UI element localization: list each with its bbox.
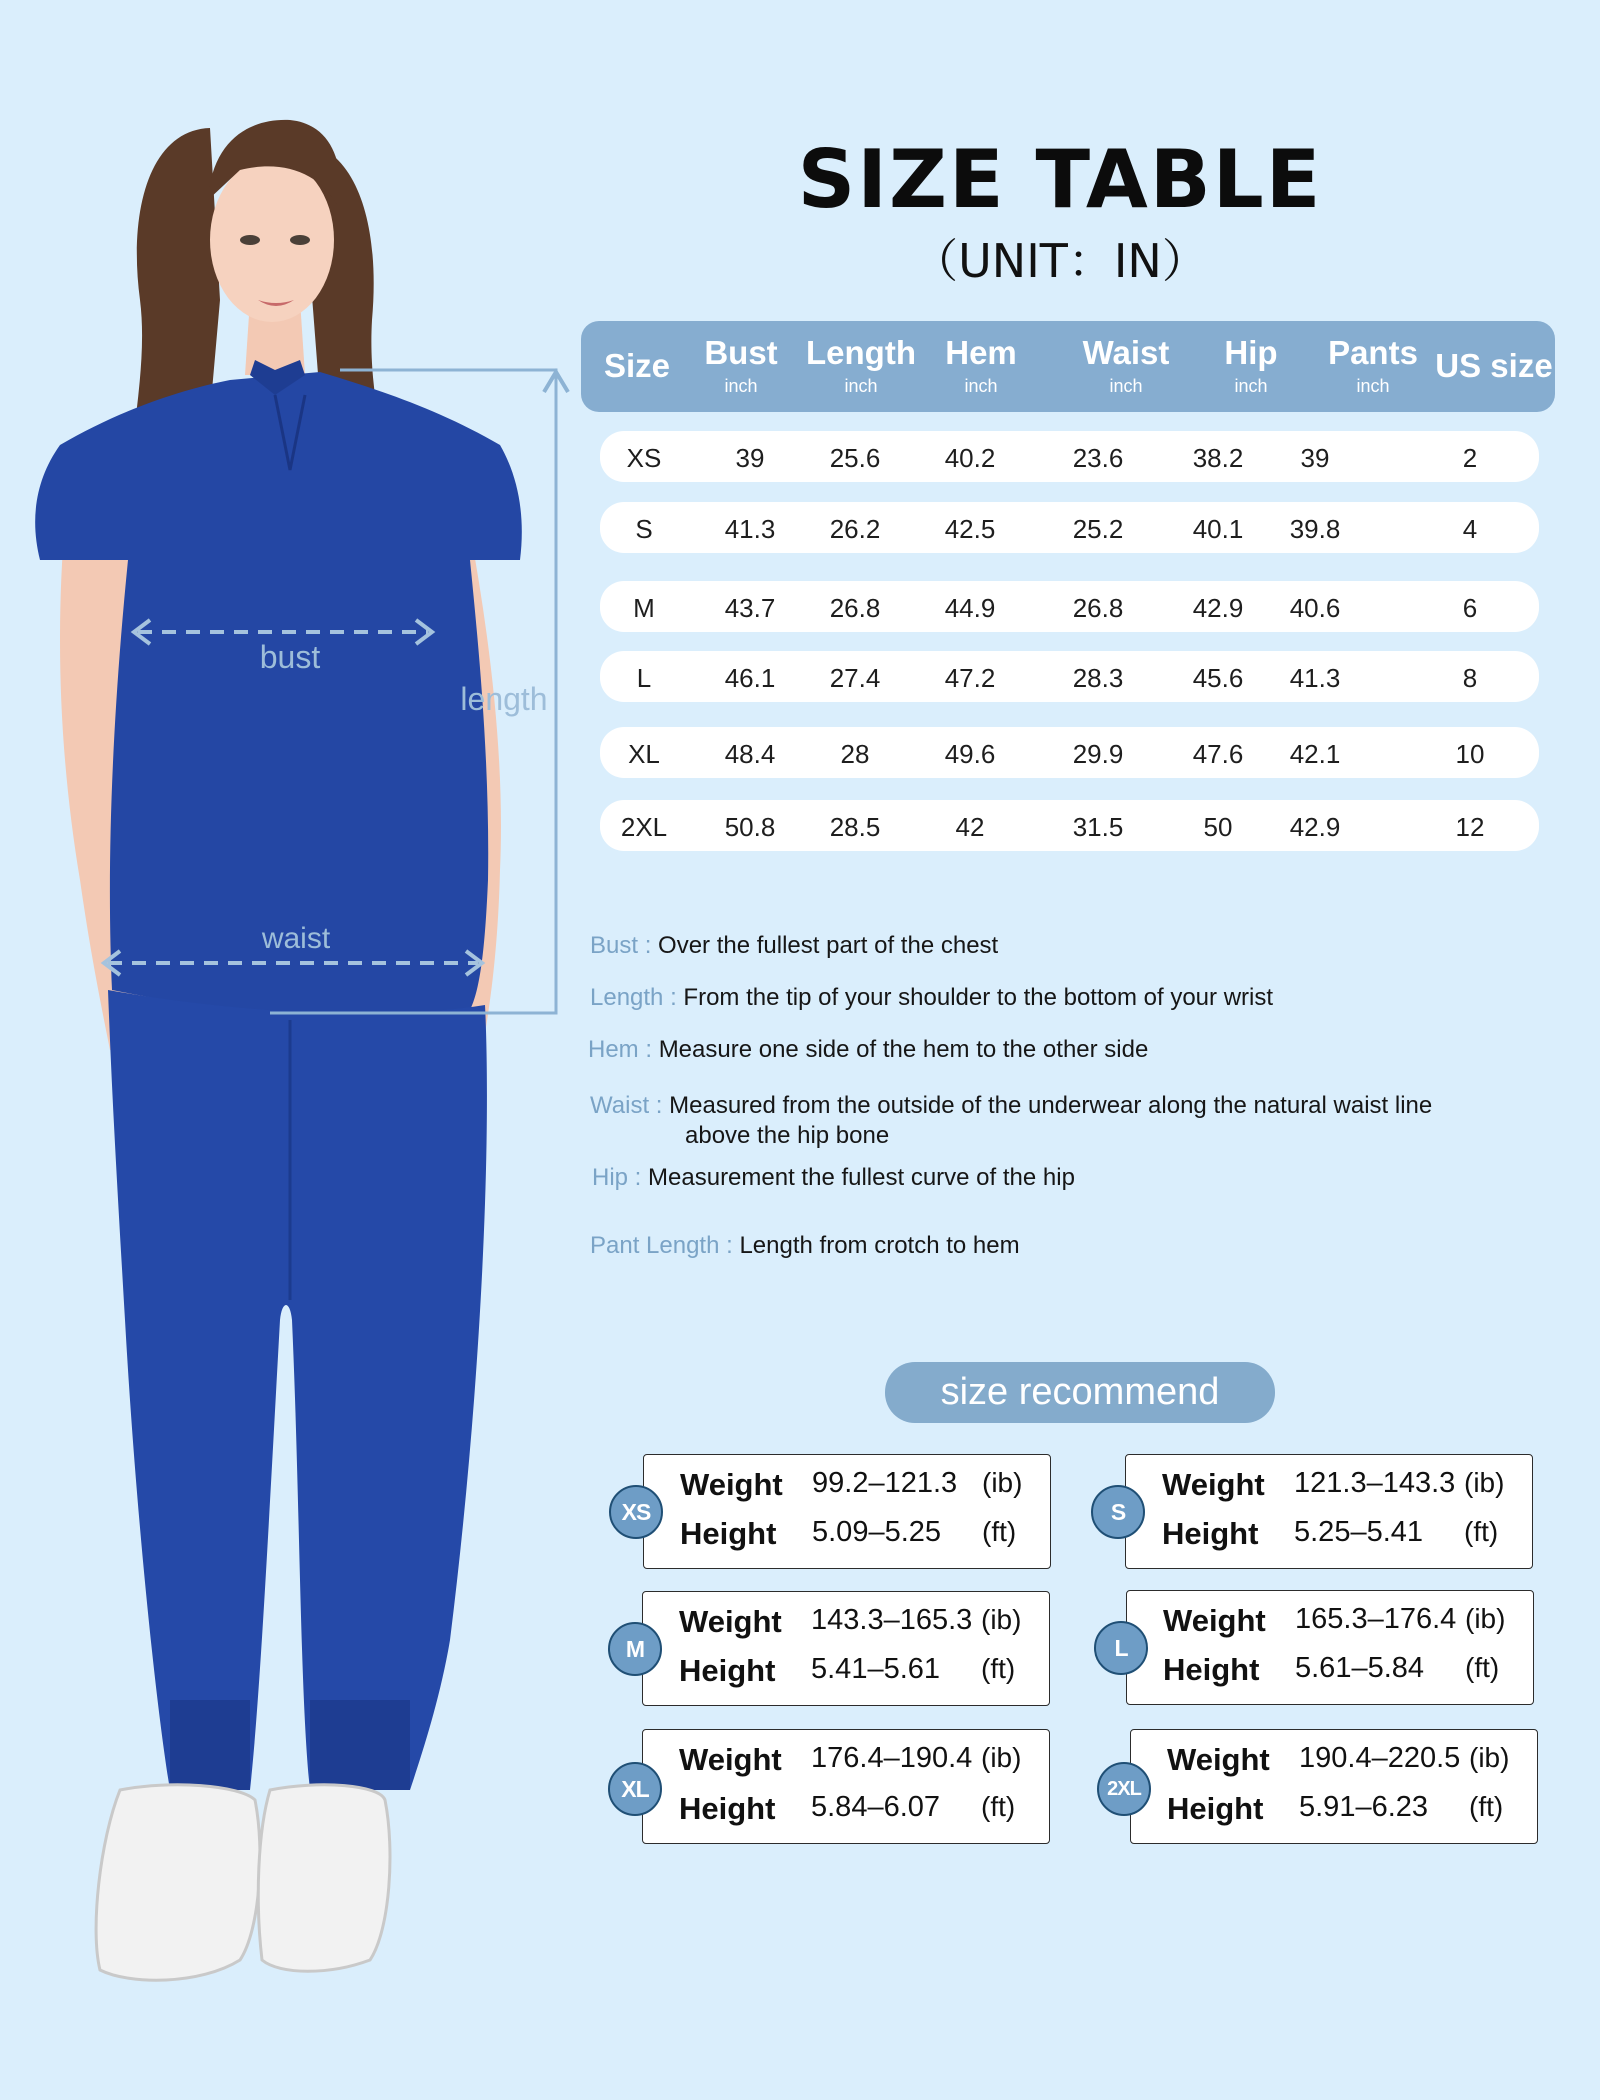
height-range: 5.41–5.61 — [811, 1653, 941, 1685]
table-cell: 10 — [1455, 739, 1485, 769]
column-unit: inch — [724, 376, 758, 397]
height-unit: (ft) — [1465, 1652, 1500, 1683]
size-badge-s: S — [1091, 1485, 1145, 1539]
table-cell: S — [635, 514, 653, 544]
height-label: Height — [1162, 1516, 1259, 1551]
column-header-waist — [1061, 321, 1191, 412]
table-cell: 42.9 — [1192, 593, 1244, 623]
table-cell: 46.1 — [724, 663, 776, 693]
description-hip — [592, 1163, 1075, 1193]
description-hem — [588, 1035, 1148, 1065]
weight-unit: (ib) — [1465, 1603, 1506, 1634]
table-cell: 44.9 — [944, 593, 996, 623]
column-label: Length — [806, 334, 916, 371]
page-title: SIZE TABLE — [797, 133, 1323, 226]
table-cell: 27.4 — [829, 663, 881, 693]
weight-unit: (ib) — [1464, 1467, 1505, 1498]
description-text: Over the fullest part of the chest — [658, 932, 999, 959]
weight-label: Weight — [1167, 1742, 1270, 1777]
table-cell: 47.2 — [944, 663, 996, 693]
weight-range: 99.2–121.3 — [812, 1467, 958, 1499]
table-cell: 4 — [1462, 514, 1478, 544]
column-header-hem — [926, 321, 1036, 412]
weight-label: Weight — [1162, 1467, 1265, 1502]
column-header-length — [796, 321, 926, 412]
height-unit: (ft) — [981, 1653, 1016, 1684]
table-row — [600, 651, 1539, 702]
column-unit: inch — [964, 376, 998, 397]
description-key: Waist : — [590, 1092, 663, 1119]
height-range: 5.61–5.84 — [1295, 1652, 1425, 1684]
height-label: Height — [679, 1791, 776, 1826]
weight-unit: (ib) — [982, 1467, 1023, 1498]
size-badge-xs: XS — [609, 1485, 663, 1539]
description-text: Measure one side of the hem to the other side — [658, 1036, 1149, 1063]
table-row — [600, 727, 1539, 778]
table-cell: 49.6 — [944, 739, 996, 769]
table-cell: L — [636, 663, 652, 693]
size-badge-l: L — [1094, 1621, 1148, 1675]
table-cell: 43.7 — [724, 593, 776, 623]
column-label: Hem — [945, 334, 1017, 371]
height-unit: (ft) — [981, 1791, 1016, 1822]
table-row — [600, 581, 1539, 632]
table-cell: 2 — [1462, 443, 1478, 473]
table-cell: 25.6 — [829, 443, 881, 473]
table-cell: 28.3 — [1072, 663, 1124, 693]
weight-label: Weight — [679, 1742, 782, 1777]
weight-label: Weight — [680, 1467, 783, 1502]
recommend-card-s — [1125, 1454, 1533, 1569]
table-cell: 26.8 — [1072, 593, 1124, 623]
column-unit: inch — [844, 376, 878, 397]
column-label: Waist — [1082, 334, 1170, 371]
column-label: Bust — [704, 334, 778, 371]
table-cell: 40.1 — [1192, 514, 1244, 544]
recommend-card-xl — [642, 1729, 1050, 1844]
weight-range: 121.3–143.3 — [1294, 1467, 1456, 1499]
waist-label: waist — [261, 922, 331, 955]
table-row — [600, 431, 1539, 482]
table-cell: 39 — [735, 443, 765, 473]
column-unit: inch — [1234, 376, 1268, 397]
size-badge-m: M — [608, 1622, 662, 1676]
recommend-card-l — [1126, 1590, 1534, 1705]
table-cell: 6 — [1462, 593, 1478, 623]
description-key: Pant Length : — [590, 1232, 733, 1259]
description-continuation: above the hip bone — [685, 1122, 890, 1149]
column-header-size — [587, 321, 687, 412]
weight-range: 165.3–176.4 — [1295, 1603, 1457, 1635]
column-unit: inch — [1109, 376, 1143, 397]
description-text: From the tip of your shoulder to the bottom of your wrist — [683, 984, 1274, 1011]
bust-label: bust — [259, 639, 321, 675]
height-range: 5.09–5.25 — [812, 1516, 942, 1548]
weight-range: 190.4–220.5 — [1299, 1742, 1461, 1774]
size-recommend-title: size recommend — [885, 1362, 1275, 1423]
height-label: Height — [680, 1516, 777, 1551]
height-unit: (ft) — [1464, 1516, 1499, 1547]
table-cell: 25.2 — [1072, 514, 1124, 544]
recommend-card-m — [642, 1591, 1050, 1706]
table-cell: 48.4 — [724, 739, 776, 769]
weight-unit: (ib) — [981, 1604, 1022, 1635]
table-cell: 40.2 — [944, 443, 996, 473]
table-cell: 38.2 — [1192, 443, 1244, 473]
description-key: Hem : — [588, 1036, 653, 1063]
height-label: Height — [1163, 1652, 1260, 1687]
height-range: 5.84–6.07 — [811, 1791, 941, 1823]
recommend-card-xs — [643, 1454, 1051, 1569]
column-header-us-size — [1429, 321, 1559, 412]
description-length — [590, 983, 1273, 1013]
weight-label: Weight — [679, 1604, 782, 1639]
size-badge-xl: XL — [608, 1762, 662, 1816]
height-range: 5.25–5.41 — [1294, 1516, 1424, 1548]
table-cell: M — [633, 593, 655, 623]
column-label: Pants — [1328, 334, 1418, 371]
table-cell: 8 — [1462, 663, 1478, 693]
size-badge-2xl: 2XL — [1097, 1762, 1151, 1816]
height-range: 5.91–6.23 — [1299, 1791, 1429, 1823]
description-bust — [590, 931, 998, 961]
table-cell: 41.3 — [724, 514, 776, 544]
table-cell: 26.2 — [829, 514, 881, 544]
table-cell: 40.6 — [1289, 593, 1341, 623]
size-table-header — [581, 321, 1555, 412]
table-cell: 50 — [1203, 812, 1233, 842]
table-cell: 50.8 — [724, 812, 776, 842]
table-cell: 12 — [1455, 812, 1485, 842]
weight-range: 176.4–190.4 — [811, 1742, 973, 1774]
height-unit: (ft) — [982, 1516, 1017, 1547]
table-cell: XS — [626, 443, 662, 473]
table-cell: 23.6 — [1072, 443, 1124, 473]
table-cell: 39.8 — [1289, 514, 1341, 544]
description-text: Measurement the fullest curve of the hip — [648, 1164, 1075, 1191]
model-figure — [0, 0, 580, 2100]
table-cell: 28.5 — [829, 812, 881, 842]
height-label: Height — [1167, 1791, 1264, 1826]
column-label: Size — [603, 347, 671, 384]
table-cell: 42.1 — [1289, 739, 1341, 769]
table-row — [600, 800, 1539, 851]
table-row — [600, 502, 1539, 553]
column-unit: inch — [1356, 376, 1390, 397]
table-cell: 29.9 — [1072, 739, 1124, 769]
length-label: length — [460, 681, 548, 717]
column-header-pants — [1308, 321, 1438, 412]
description-pant-length — [590, 1231, 1020, 1261]
unit-subtitle: （UNIT：IN） — [912, 234, 1208, 288]
column-header-hip — [1201, 321, 1301, 412]
column-header-bust — [686, 321, 796, 412]
table-cell: 45.6 — [1192, 663, 1244, 693]
column-label: Hip — [1224, 334, 1278, 371]
height-label: Height — [679, 1653, 776, 1688]
description-key: Bust : — [590, 932, 652, 959]
table-cell: 47.6 — [1192, 739, 1244, 769]
table-cell: 42 — [955, 812, 985, 842]
description-text: Length from crotch to hem — [739, 1232, 1020, 1259]
weight-label: Weight — [1163, 1603, 1266, 1638]
weight-range: 143.3–165.3 — [811, 1604, 973, 1636]
table-cell: 41.3 — [1289, 663, 1341, 693]
weight-unit: (ib) — [981, 1742, 1022, 1773]
table-cell: 26.8 — [829, 593, 881, 623]
table-cell: 42.9 — [1289, 812, 1341, 842]
table-cell: XL — [628, 739, 660, 769]
table-cell: 28 — [840, 739, 870, 769]
table-cell: 42.5 — [944, 514, 996, 544]
weight-unit: (ib) — [1469, 1742, 1510, 1773]
height-unit: (ft) — [1469, 1791, 1504, 1822]
description-waist — [590, 1091, 1550, 1151]
description-text: Measured from the outside of the underwear along the natural waist line — [669, 1092, 1433, 1119]
description-key: Length : — [590, 984, 677, 1011]
column-label: US size — [1435, 347, 1553, 384]
table-cell: 2XL — [620, 812, 668, 842]
recommend-card-2xl — [1130, 1729, 1538, 1844]
table-cell: 31.5 — [1072, 812, 1124, 842]
table-cell: 39 — [1300, 443, 1330, 473]
description-key: Hip : — [592, 1164, 642, 1191]
